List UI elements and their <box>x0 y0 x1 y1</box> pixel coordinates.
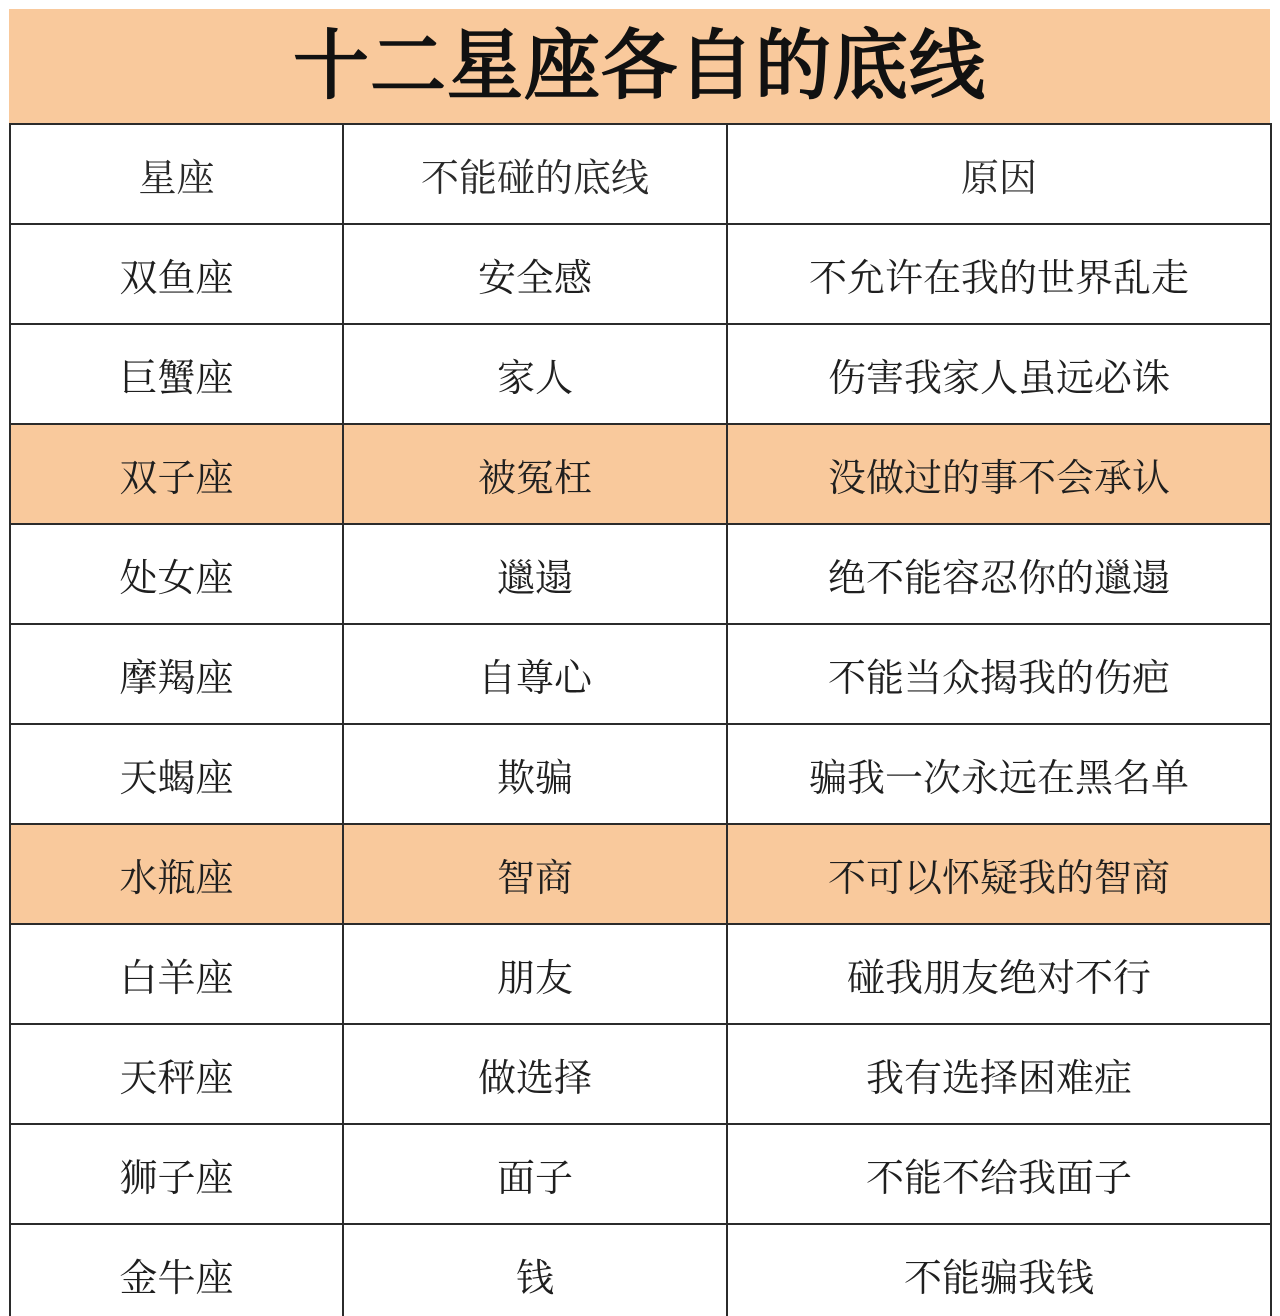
table-row <box>10 624 1271 724</box>
table-row <box>10 1124 1271 1224</box>
cell-bottom-line: 面子 <box>343 1124 727 1224</box>
cell-reason: 不能骗我钱 <box>727 1224 1271 1316</box>
cell-bottom-line: 做选择 <box>343 1024 727 1124</box>
cell-reason: 没做过的事不会承认 <box>727 424 1271 524</box>
cell-bottom-line: 安全感 <box>343 224 727 324</box>
cell-reason: 不可以怀疑我的智商 <box>727 824 1271 924</box>
cell-bottom-line: 邋遢 <box>343 524 727 624</box>
cell-sign: 双鱼座 <box>10 224 343 324</box>
table-row <box>10 424 1271 524</box>
table-header-row <box>10 124 1271 224</box>
table-row <box>10 824 1271 924</box>
table-row <box>10 1024 1271 1124</box>
cell-reason: 伤害我家人虽远必诛 <box>727 324 1271 424</box>
cell-sign: 天蝎座 <box>10 724 343 824</box>
zodiac-bottom-line-table <box>9 123 1272 1316</box>
table-row <box>10 1224 1271 1316</box>
table-row <box>10 224 1271 324</box>
cell-bottom-line: 朋友 <box>343 924 727 1024</box>
cell-reason: 不能当众揭我的伤疤 <box>727 624 1271 724</box>
header-bottom-line: 不能碰的底线 <box>343 124 727 224</box>
table-row <box>10 524 1271 624</box>
cell-bottom-line: 自尊心 <box>343 624 727 724</box>
cell-reason: 我有选择困难症 <box>727 1024 1271 1124</box>
cell-bottom-line: 欺骗 <box>343 724 727 824</box>
page-title: 十二星座各自的底线 <box>293 21 986 110</box>
header-sign: 星座 <box>10 124 343 224</box>
table-row <box>10 924 1271 1024</box>
cell-sign: 处女座 <box>10 524 343 624</box>
cell-sign: 摩羯座 <box>10 624 343 724</box>
table-row <box>10 724 1271 824</box>
cell-bottom-line: 被冤枉 <box>343 424 727 524</box>
cell-bottom-line: 家人 <box>343 324 727 424</box>
cell-bottom-line: 智商 <box>343 824 727 924</box>
cell-sign: 白羊座 <box>10 924 343 1024</box>
cell-sign: 狮子座 <box>10 1124 343 1224</box>
cell-reason: 碰我朋友绝对不行 <box>727 924 1271 1024</box>
cell-sign: 双子座 <box>10 424 343 524</box>
cell-sign: 金牛座 <box>10 1224 343 1316</box>
table-row <box>10 324 1271 424</box>
cell-bottom-line: 钱 <box>343 1224 727 1316</box>
cell-reason: 不允许在我的世界乱走 <box>727 224 1271 324</box>
cell-reason: 绝不能容忍你的邋遢 <box>727 524 1271 624</box>
cell-sign: 巨蟹座 <box>10 324 343 424</box>
cell-sign: 水瓶座 <box>10 824 343 924</box>
header-reason: 原因 <box>727 124 1271 224</box>
cell-reason: 不能不给我面子 <box>727 1124 1271 1224</box>
title-banner <box>9 9 1270 123</box>
cell-sign: 天秤座 <box>10 1024 343 1124</box>
cell-reason: 骗我一次永远在黑名单 <box>727 724 1271 824</box>
